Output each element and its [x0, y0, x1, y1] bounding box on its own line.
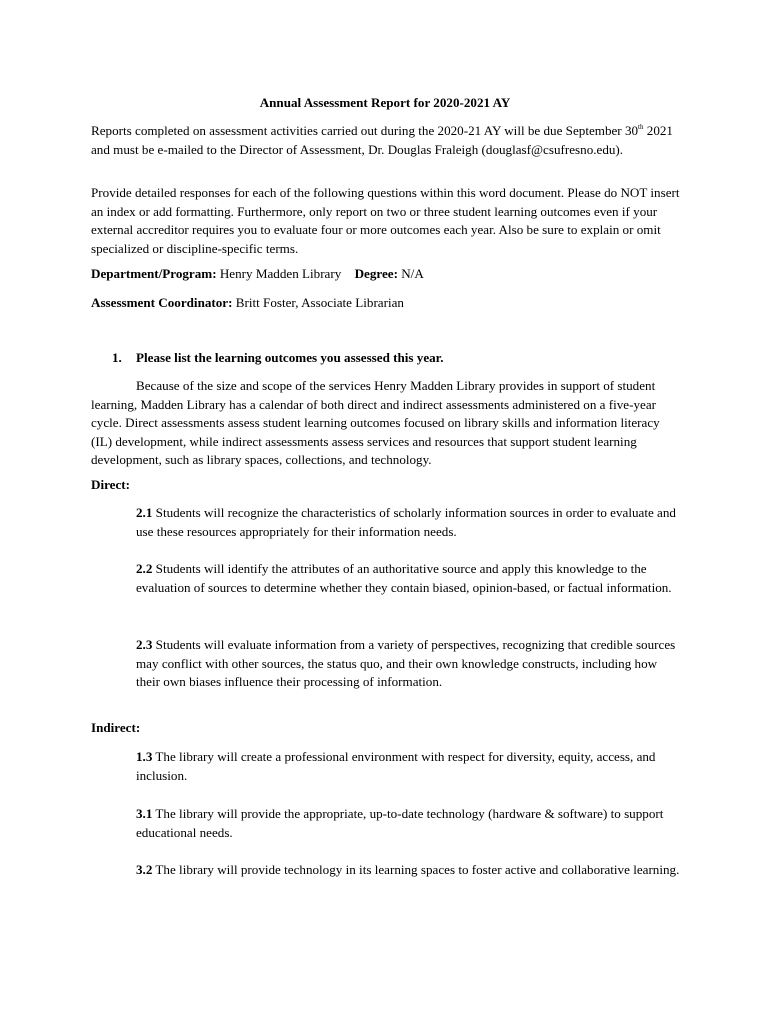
- outcome-item: [136, 560, 684, 597]
- outcome-id: 2.3: [136, 637, 153, 652]
- outcome-id: 3.2: [136, 862, 153, 877]
- instructions-text-start: Reports completed on assessment activities carried out during the 2020-21 AY will be due September 30: [91, 123, 639, 138]
- coordinator-value: Britt Foster, Associate Librarian: [235, 295, 404, 310]
- outcome-text: Students will evaluate information from a variety of perspectives, recognizing that credible sources may conflict with other sources, the status quo, and their own knowledge constructs, including how their own biases influence their processing of information.: [136, 637, 676, 690]
- outcome-id: 2.2: [136, 561, 153, 576]
- outcome-item: [136, 748, 684, 785]
- question-1-response: Because of the size and scope of the services Henry Madden Library provides in support of student learning, Madden Library has a calendar of both direct and indirect assessments administered on a five-year cycle. Direct assessments assess student learning outcomes focused on library skills and information literacy (IL) development, while indirect assessments assess services and resources that support student learning development, such as library spaces, collections, and technology.: [91, 378, 660, 468]
- outcome-id: 3.1: [136, 806, 153, 821]
- outcome-item: [136, 861, 684, 880]
- question-number: 1.: [112, 350, 122, 365]
- question-text: Please list the learning outcomes you assessed this year.: [136, 350, 444, 365]
- response-guidelines: Provide detailed responses for each of the following questions within this word document. Please do NOT insert an index or add formatting. Furthermore, only report on two or three student learning outcomes even if your external accreditor requires you to evaluate four or more outcomes each year. Also be sure to explain or omit specialized or discipline-specific terms.: [91, 185, 680, 256]
- submission-instructions: [91, 122, 681, 159]
- question-1: [112, 349, 444, 368]
- outcome-item: [136, 636, 684, 692]
- coordinator-line: [91, 294, 404, 313]
- outcome-item: [136, 805, 684, 842]
- outcome-text: The library will provide the appropriate, up-to-date technology (hardware & software) to support educational needs.: [136, 806, 664, 840]
- degree-value: N/A: [401, 266, 424, 281]
- outcome-text: The library will provide technology in its learning spaces to foster active and collaborative learning.: [155, 862, 680, 877]
- department-line: [91, 265, 424, 284]
- report-title: Annual Assessment Report for 2020-2021 AY: [259, 95, 511, 110]
- outcome-item: [136, 504, 684, 541]
- outcome-text: Students will identify the attributes of an authoritative source and apply this knowledge to the evaluation of sources to determine whether they contain biased, opinion-based, or factual information.: [136, 561, 672, 595]
- outcome-id: 1.3: [136, 749, 153, 764]
- coordinator-label: Assessment Coordinator:: [91, 295, 233, 310]
- instructions-text-end: 2021 and must be e-mailed to the Director of Assessment, Dr. Douglas Fraleigh (douglasf@csufresno.edu).: [91, 123, 673, 157]
- outcome-id: 2.1: [136, 505, 153, 520]
- degree-label: Degree:: [354, 266, 398, 281]
- outcome-text: The library will create a professional environment with respect for diversity, equity, access, and inclusion.: [136, 749, 656, 783]
- ordinal-suffix: th: [638, 123, 644, 131]
- direct-heading: Direct:: [91, 477, 131, 492]
- department-value: Henry Madden Library: [219, 266, 342, 281]
- indirect-heading: Indirect:: [91, 720, 141, 735]
- department-label: Department/Program:: [91, 266, 217, 281]
- outcome-text: Students will recognize the characteristics of scholarly information sources in order to evaluate and use these resources appropriately for their information needs.: [136, 505, 676, 539]
